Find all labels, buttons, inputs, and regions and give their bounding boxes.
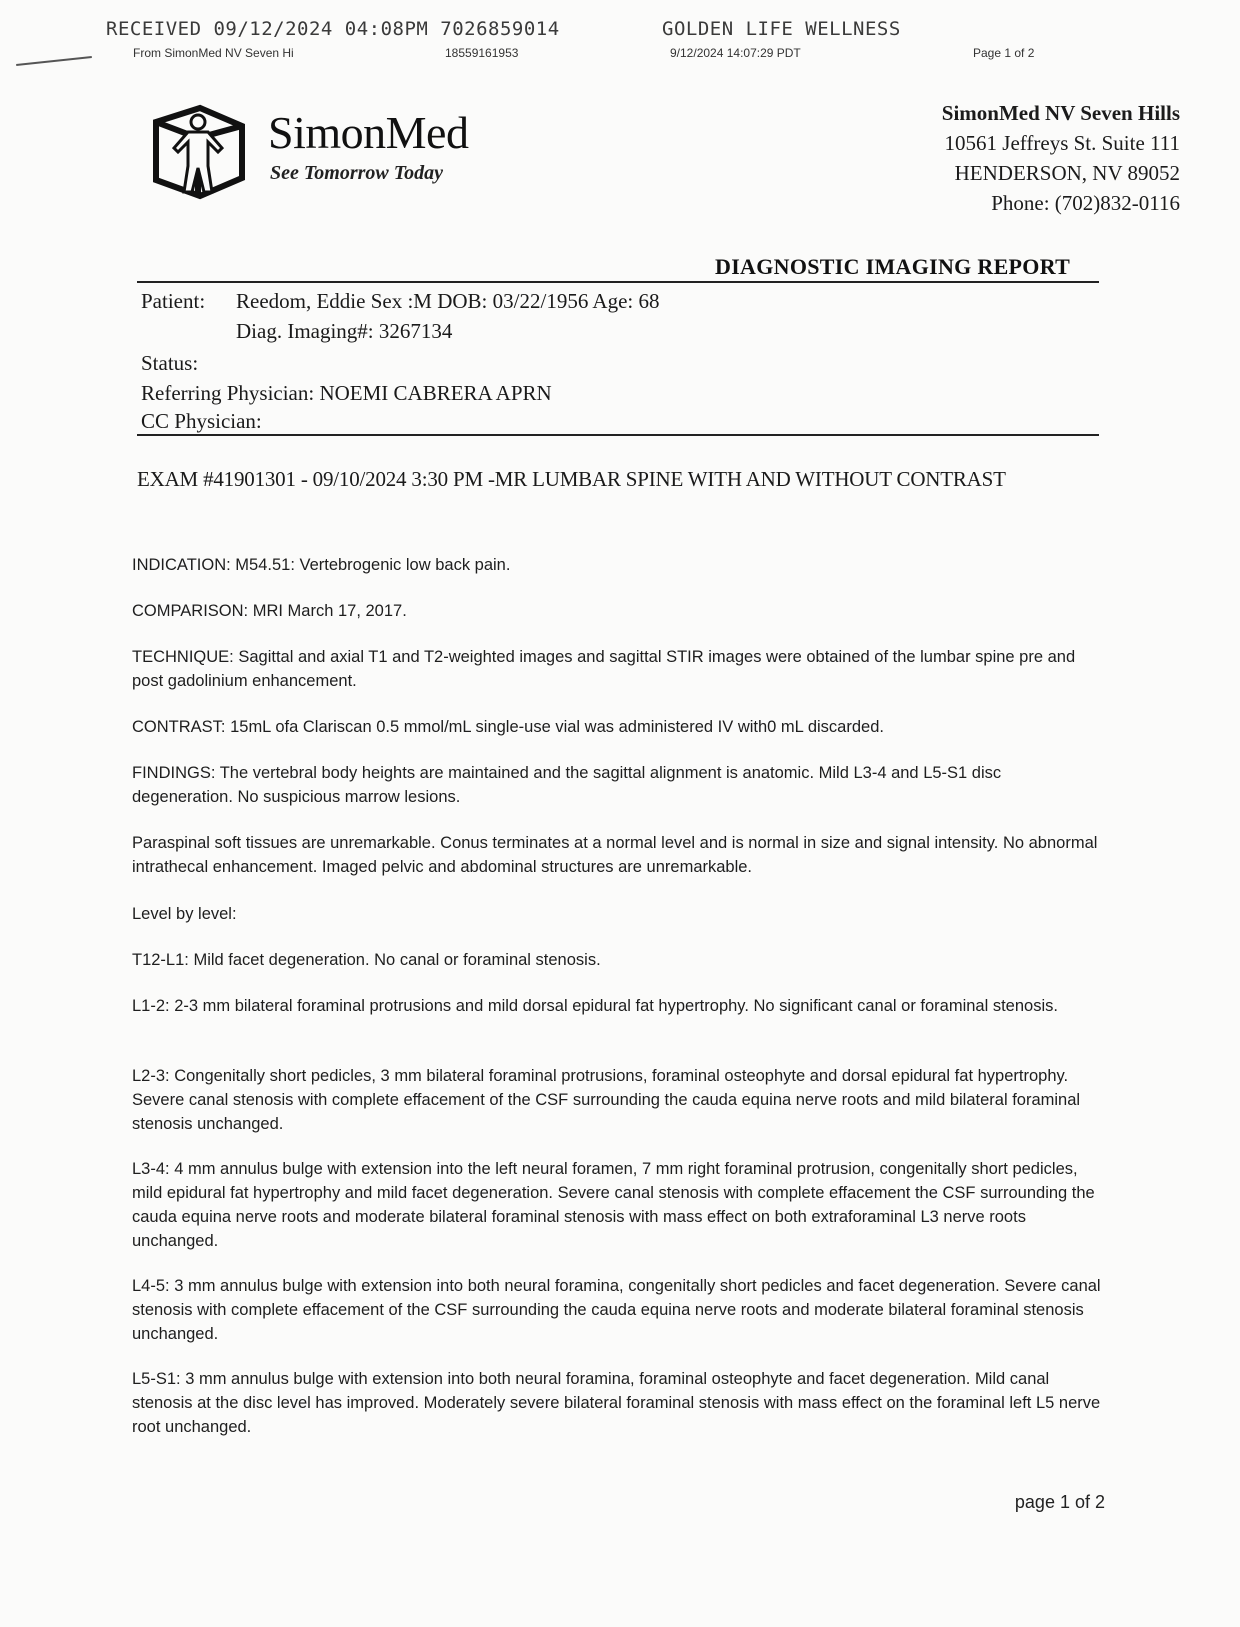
patient-label: Patient: (141, 289, 206, 313)
brand-name: SimonMed (268, 107, 469, 158)
margin-pen-mark (16, 56, 92, 66)
report-title: DIAGNOSTIC IMAGING REPORT (715, 254, 1071, 279)
header-divider-bottom (137, 434, 1099, 436)
clinic-name: SimonMed NV Seven Hills (941, 101, 1180, 125)
human-cube-icon (148, 100, 248, 200)
patient-status: Status: (141, 351, 199, 375)
findings-paragraph: FINDINGS: The vertebral body heights are maintained and the sagittal alignment is anatomic. Mild L3-4 and L5-S1 disc degeneration. No suspicious marrow lesions. (132, 764, 1002, 806)
cc-physician: CC Physician: (141, 409, 262, 433)
clinic-address-block (840, 98, 1180, 218)
patient-demographics: Reedom, Eddie Sex :M DOB: 03/22/1956 Age: 68 (236, 289, 660, 313)
simonmed-logo (148, 100, 508, 200)
level-l5-s1: L5-S1: 3 mm annulus bulge with extension into both neural foramina, foraminal osteophyte and facet degeneration. Mild canal stenosis at the disc level has improved. Moderately severe bilateral foraminal stenosis with mass effect on the foraminal left L5 nerve root unchanged. (132, 1370, 1101, 1436)
fax-timestamp: 9/12/2024 14:07:29 PDT (670, 46, 801, 60)
clinic-city: HENDERSON, NV 89052 (954, 161, 1180, 185)
level-l2-l3: L2-3: Congenitally short pedicles, 3 mm bilateral foraminal protrusions, foraminal osteophyte and dorsal epidural fat hypertrophy. Severe canal stenosis with complete effacement of the CSF surrounding the cauda equina nerve roots and mild bilateral foraminal stenosis unchanged. (132, 1067, 1081, 1133)
page-footer-number: page 1 of 2 (1014, 1492, 1105, 1512)
clinic-phone: Phone: (702)832-0116 (991, 191, 1180, 215)
level-l1-l2: L1-2: 2-3 mm bilateral foraminal protrusions and mild dorsal epidural fat hypertrophy. No significant canal or foraminal stenosis. (132, 997, 1058, 1015)
level-by-level-heading: Level by level: (132, 905, 237, 923)
header-divider-top (137, 281, 1099, 283)
level-t12-l1: T12-L1: Mild facet degeneration. No canal or foraminal stenosis. (132, 951, 601, 969)
level-l4-l5: L4-5: 3 mm annulus bulge with extension into both neural foramina, congenitally short pedicles and facet degeneration. Severe canal stenosis with complete effacement of the CSF surrounding the cauda equina nerve roots and moderate bilateral foraminal stenosis unchanged. (132, 1277, 1101, 1343)
technique-paragraph: TECHNIQUE: Sagittal and axial T1 and T2-weighted images and sagittal STIR images were obtained of the lumbar spine pre and post gadolinium enhancement. (132, 648, 1076, 690)
fax-phone: 18559161953 (445, 46, 519, 60)
paraspinal-paragraph: Paraspinal soft tissues are unremarkable. Conus terminates at a normal level and is normal in size and signal intensity. No abnormal intrathecal enhancement. Imaged pelvic and abdominal structures are unremarkable. (132, 834, 1098, 876)
fax-received-stamp: RECEIVED 09/12/2024 04:08PM 7026859014 (106, 18, 560, 40)
comparison-paragraph: COMPARISON: MRI March 17, 2017. (132, 602, 407, 620)
contrast-paragraph: CONTRAST: 15mL ofa Clariscan 0.5 mmol/mL single-use vial was administered IV with0 mL discarded. (132, 718, 884, 736)
exam-title: EXAM #41901301 - 09/10/2024 3:30 PM -MR LUMBAR SPINE WITH AND WITHOUT CONTRAST (137, 467, 1006, 491)
referring-physician: Referring Physician: NOEMI CABRERA APRN (141, 381, 552, 405)
fax-from: From SimonMed NV Seven Hi (133, 46, 294, 60)
fax-page-number: Page 1 of 2 (973, 46, 1035, 60)
fax-sender-name: GOLDEN LIFE WELLNESS (662, 18, 901, 40)
clinic-street: 10561 Jeffreys St. Suite 111 (944, 131, 1180, 155)
indication-paragraph: INDICATION: M54.51: Vertebrogenic low back pain. (132, 556, 511, 574)
level-l3-l4: L3-4: 4 mm annulus bulge with extension into the left neural foramen, 7 mm right foraminal protrusion, congenitally short pedicles, mild epidural fat hypertrophy and mild facet degeneration. Severe canal stenosis with complete effacement the CSF surrounding the cauda equina nerve roots and moderate bilateral foraminal stenosis with mass effect on both extraforaminal L3 nerve roots unchanged. (132, 1160, 1095, 1250)
brand-tagline: See Tomorrow Today (270, 162, 443, 184)
diag-imaging-number: Diag. Imaging#: 3267134 (236, 319, 453, 343)
